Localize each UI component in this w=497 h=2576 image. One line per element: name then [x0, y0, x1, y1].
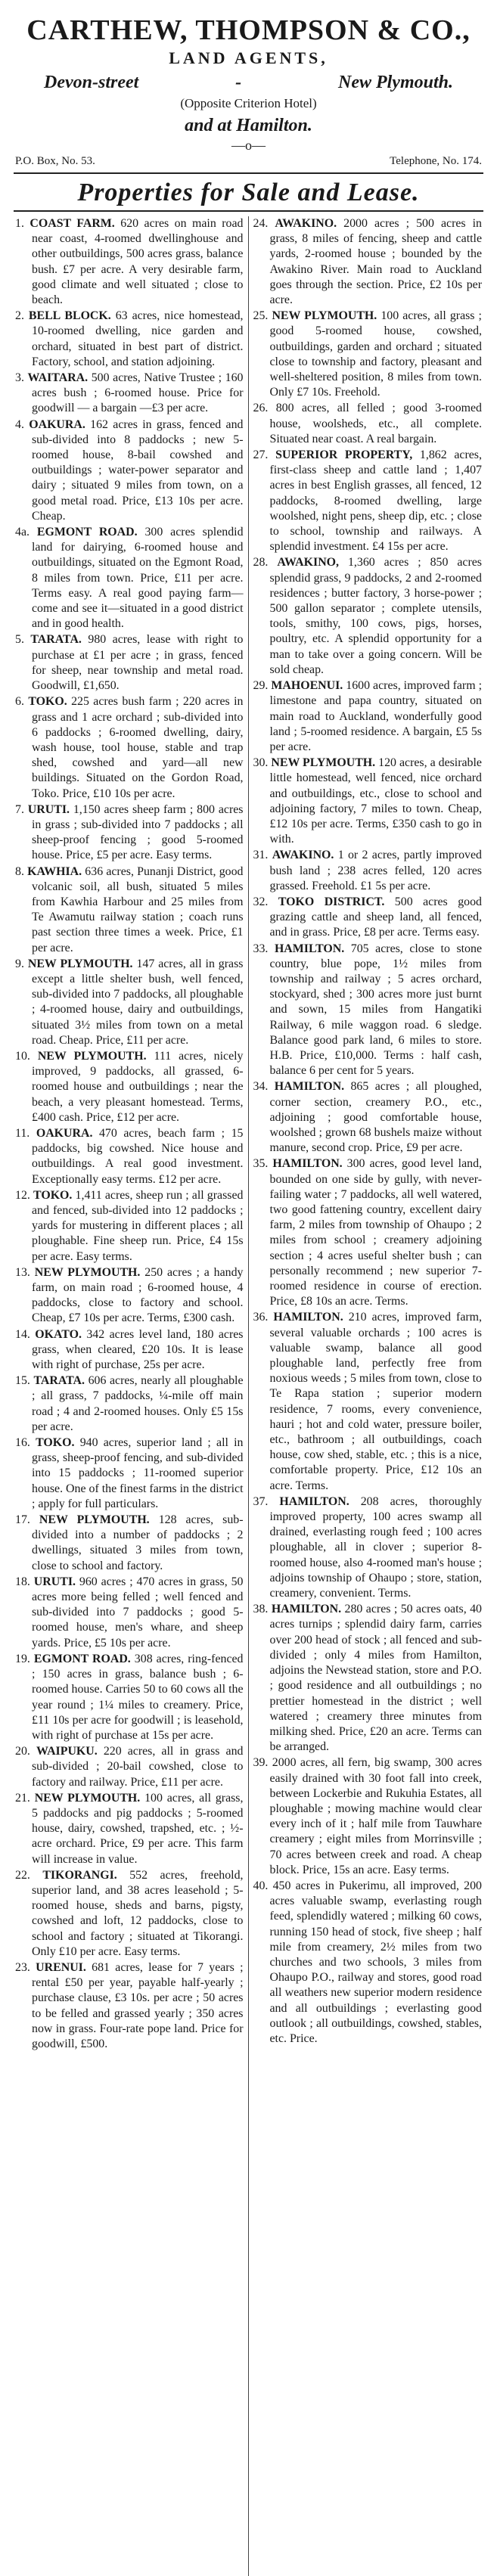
listing-item [253, 1755, 483, 1878]
listing-location: TOKO DISTRICT. [278, 895, 385, 908]
listing-number: 39. [253, 1756, 269, 1770]
listing-location: HAMILTON. [272, 1157, 343, 1171]
listing-description: 280 acres ; 50 acres oats, 40 acres turnips ; splendid dairy farm, carries over 200 head of stock ; all fenced and sub-divided ; only 4 miles from Hamilton, adjoins the Newstead station, store and P.O. ; good residence and all outbuildings ; no prettier homestead in the district ; well watered ; creamery three minutes from milking shed. Price, £20 an acre. Terms can be arranged. [269, 1603, 482, 1754]
listing-item [15, 694, 244, 801]
listing-description: 220 acres, all in grass and sub-divided ; 20-bail cowshed, close to factory and railway. Price, £11 per acre. [32, 1745, 244, 1789]
listing-item [253, 1494, 483, 1601]
listing-item [15, 632, 244, 694]
listing-location: NEW PLYMOUTH. [34, 1265, 141, 1279]
listing-number: 2. [15, 309, 24, 323]
listing-location: TOKO. [36, 1436, 75, 1450]
listing-number: 37. [253, 1494, 269, 1508]
street-name: Devon-street [44, 73, 139, 92]
listing-description: 111 acres, nicely improved, 9 paddocks, all grassed, 6-roomed house and outbuildings ; near the beach, a very pleasant homestead. Terms, £400 cash. Price, £12 per acre. [32, 1049, 244, 1124]
listing-description: 1,150 acres sheep farm ; 800 acres in grass ; sub-divided into 7 paddocks ; all sheep-proof fencing ; good 5-roomed house. Price, £5 per acre. Easy terms. [32, 802, 244, 862]
listing-number: 4a. [15, 526, 30, 539]
listing-description: 63 acres, nice homestead, 10-roomed dwelling, nice garden and orchard, situated in best part of district. Factory, school, and station adjoining. [32, 309, 244, 368]
listing-item [15, 1265, 244, 1327]
listing-item [253, 1310, 483, 1493]
listing-description: 1600 acres, improved farm ; limestone and papa country, situated on main road to Auckland, wonderfully good land ; 5-roomed residence. A bargain, £5 5s per acre. [269, 679, 482, 753]
listing-item [15, 1188, 244, 1265]
listing-description: 2000 acres, all fern, big swamp, 300 acres easily drained with 30 foot fall into creek, between Lockerbie and Rukuhia Estates, all ploughable ; mowing machine would clear every inch of it ; half mile from Tauwhare creamery ; eight miles from Morrinsville ; 70 acres between creek and road. A cheap block. Price, 15s an acre. Easy terms. [269, 1756, 482, 1876]
listing-number: 36. [253, 1311, 269, 1324]
listing-item [253, 401, 483, 447]
listing-location: BELL BLOCK. [28, 309, 111, 323]
listing-description: 120 acres, a desirable little homestead, well fenced, nice orchard and outbuildings, etc., close to school and adjoining factory, 7 miles to town. Cheap, £12 10s per acre. Terms, £350 cash to go in with. [269, 756, 482, 846]
listing-number: 17. [15, 1513, 30, 1527]
listing-location: NEW PLYMOUTH. [34, 1791, 141, 1805]
listing-location: TARATA. [30, 633, 82, 647]
listing-description: 147 acres, all in grass except a little shelter bush, well fenced, sub-divided into 7 paddocks, all ploughable ; 4-roomed house, dairy and outbuildings, situated 3½ miles from town on a metal road. Cheap. Price, £11 per acre. [32, 957, 244, 1047]
listing-description: 225 acres bush farm ; 220 acres in grass and 1 acre orchard ; sub-divided into 6 paddocks ; 6-roomed dwelling, dairy, wash house, tool house, stable and trap shed, cowshed and yard—all new buildings. Situated on the Gordon Road, Toko. Price, £10 10s per acre. [32, 695, 244, 800]
listing-location: SUPERIOR PROPERTY, [275, 448, 413, 462]
listing-item [15, 309, 244, 370]
listing-number: 19. [15, 1652, 30, 1665]
listing-location: URUTI. [27, 802, 70, 816]
listing-location: AWAKINO, [277, 556, 339, 570]
listing-location: AWAKINO. [272, 849, 334, 862]
listing-description: 308 acres, ring-fenced ; 150 acres in grass, balance bush ; 6-roomed house. Carries 50 to 60 cows all the year round ; 1¼ miles to creamery. Price, £11 10s per acre for goodwill ; is leasehold, with right of purchase at 15s per acre. [32, 1652, 244, 1742]
listing-item [253, 448, 483, 554]
listing-number: 3. [15, 371, 24, 385]
listing-description: 606 acres, nearly all ploughable ; all grass, 7 paddocks, ¼-mile off main road ; 4 and 2-roomed houses. Only £5 15s per acre. [32, 1374, 244, 1433]
listing-description: 2000 acres ; 500 acres in grass, 8 miles of fencing, sheep and cattle yards, 2-roomed house ; bounded by the Awakino River. Main road to Auckland goes through the section. Price, £2 10s per acre. [269, 217, 482, 307]
listing-item [15, 1868, 244, 1960]
listing-number: 5. [15, 633, 24, 647]
listing-number: 13. [15, 1265, 30, 1279]
listing-item [15, 1049, 244, 1125]
listing-number: 34. [253, 1080, 269, 1094]
listing-item [253, 895, 483, 941]
listing-number: 28. [253, 556, 269, 570]
listing-location: URENUI. [36, 1960, 86, 1974]
listing-item [15, 1960, 244, 2052]
listing-description: 980 acres, lease with right to purchase at £1 per acre ; in grass, fenced for sheep, near township and metal road. Goodwill, £1,650. [32, 633, 244, 693]
listing-description: 865 acres ; all ploughed, corner section, creamery P.O., etc., adjoining ; good comfortable house, woolshed ; grown 68 bushels maize without manure, second crop. Price, £9 per acre. [269, 1080, 482, 1155]
listing-description: 100 acres, all grass ; good 5-roomed house, cowshed, outbuildings, garden and orchard ; situated close to township and factory, pleasant and well-sheltered position, 8 miles from town. Only £7 10s. Freehold. [269, 309, 482, 399]
listing-number: 12. [15, 1188, 30, 1202]
listing-number: 18. [15, 1575, 30, 1588]
listing-item [15, 1435, 244, 1512]
listing-location: NEW PLYMOUTH. [37, 1049, 147, 1063]
page-title: Properties for Sale and Lease. [77, 178, 420, 206]
listing-description: 250 acres ; a handy farm, on main road ; 6-roomed house, 4 paddocks, close to factory and school. Cheap, £7 10s per acre. Terms, £300 cash. [32, 1265, 244, 1325]
listing-item [15, 216, 244, 308]
listing-location: HAMILTON. [271, 1603, 342, 1616]
listing-item [253, 942, 483, 1079]
listing-description: 1,862 acres, first-class sheep and cattle land ; 1,407 acres in best English grasses, all fenced, 12 paddocks, 8-roomed dwelling, large woolshed, night pens, sheep dip, etc. ; close to school, township and railways. A splendid investment. £4 15s per acre. [269, 448, 482, 554]
listing-item [253, 1602, 483, 1755]
listing-item [15, 525, 244, 632]
listing-location: HAMILTON. [274, 1080, 345, 1094]
listing-item [15, 371, 244, 417]
listings-right-column [249, 216, 484, 2576]
listing-location: NEW PLYMOUTH. [39, 1513, 150, 1527]
listing-description: 705 acres, close to stone country, blue pope, 1½ miles from township and railway ; 5 acres orchard, stockyard, shed ; 300 acres more just burnt and sown, 15 miles from Hangatiki Railway, 6 mile waggon road. 6 sledge. Balance good park land, 6 miles to store. H.B. Price, £10,000. Terms : half cash, balance 6 per cent for 5 years. [269, 942, 482, 1078]
listing-number: 38. [253, 1603, 269, 1616]
listing-location: MAHOENUI. [271, 679, 343, 693]
listing-number: 35. [253, 1157, 269, 1171]
listing-location: OKATO. [35, 1327, 82, 1341]
listing-number: 31. [253, 849, 269, 862]
listing-location: OAKURA. [29, 417, 85, 431]
listing-description: 1,411 acres, sheep run ; all grassed and fenced, sub-divided into 12 paddocks ; yards for mustering in different places ; all ploughable. Fine sheep run. Price, £4 15s per acre. Easy terms. [32, 1188, 244, 1263]
listing-item [253, 1156, 483, 1309]
ornament-divider: —o— [231, 138, 266, 153]
listing-number: 32. [253, 895, 269, 908]
listing-location: TIKORANGI. [42, 1868, 117, 1882]
firm-subtitle: LAND AGENTS, [169, 48, 328, 67]
listing-number: 33. [253, 942, 269, 955]
listing-item [253, 678, 483, 755]
listing-number: 29. [253, 679, 269, 693]
listing-number: 27. [253, 448, 269, 462]
listing-description: 100 acres, all grass, 5 paddocks and pig paddocks ; 5-roomed house, dairy, cowshed, trapshed, etc. ; ½-acre orchard. Price, £9 per acre. This farm will increase in value. [32, 1791, 244, 1866]
listing-number: 8. [15, 864, 24, 878]
listing-description: 210 acres, improved farm, several valuable orchards ; 100 acres is valuable swamp, balance all good ploughable land, perfectly free from noxious weeds ; 5 miles from town, close to Te Rapa station ; superior modern residence, 7 rooms, every convenience, hauri ; hot and cold water, pressure boiler, etc., bathroom ; all outbuildings, coach house, cow shed, stable, etc. ; this is a nice, comfortable property. Price, £12 10s an acre. Terms. [269, 1311, 483, 1492]
listing-number: 20. [15, 1745, 30, 1758]
listing-number: 21. [15, 1791, 30, 1805]
listing-location: URUTI. [33, 1575, 76, 1588]
listing-location: NEW PLYMOUTH. [271, 756, 376, 770]
listing-location: WAITARA. [27, 371, 89, 385]
listing-location: NEW PLYMOUTH. [272, 309, 377, 323]
listing-description: 620 acres on main road near coast, 4-roomed dwellinghouse and other outbuildings, 500 acres grass, balance bush. £7 per acre. A very desirable farm, good climate and well situated ; close to beach. [32, 217, 244, 307]
title-box [14, 172, 483, 212]
listing-description: 208 acres, thoroughly improved property, 100 acres swamp all drained, everlasting rough feed ; 100 acres ploughable, all in clover ; superior 8-roomed house, also 4-roomed man's house ; adjoins township of Ohaupo ; store, station, creamery, convenient. Terms. [269, 1494, 482, 1600]
listing-description: 128 acres, sub-divided into a number of paddocks ; 2 dwellings, situated 3 miles from town, close to school and factory. [32, 1513, 244, 1572]
address-dash: - [235, 73, 242, 92]
listing-location: HAMILTON. [273, 1311, 343, 1324]
listing-item [15, 1327, 244, 1373]
listing-number: 40. [253, 1879, 269, 1892]
listing-number: 30. [253, 756, 269, 770]
listing-item [253, 555, 483, 678]
listing-location: TARATA. [33, 1374, 85, 1388]
listing-location: EGMONT ROAD. [33, 1652, 131, 1665]
listing-item [15, 1373, 244, 1435]
listing-item [15, 1513, 244, 1574]
opposite-note: (Opposite Criterion Hotel) [180, 96, 317, 110]
firm-name: CARTHEW, THOMPSON & CO., [26, 14, 471, 46]
listing-item [253, 848, 483, 894]
listing-number: 22. [15, 1868, 30, 1882]
listing-number: 25. [253, 309, 269, 323]
listing-location: KAWHIA. [27, 864, 82, 878]
listing-item [15, 957, 244, 1048]
listing-description: 500 acres, Native Trustee ; 160 acres bush ; 6-roomed house. Price for goodwill — a bargain —£3 per acre. [32, 371, 244, 415]
listing-location: TOKO. [28, 695, 67, 709]
listing-description: 636 acres, Punanji District, good volcanic soil, all bush, situated 5 miles from Kawhia Harbour and 25 miles from Te Awamutu railway station ; coach runs past section three times a week. Price, £1 per acre. [32, 864, 244, 954]
listing-number: 14. [15, 1327, 30, 1341]
listing-number: 15. [15, 1374, 30, 1388]
listings-columns [14, 216, 483, 2576]
listing-item [15, 1744, 244, 1790]
listing-location: HAMILTON. [274, 942, 345, 955]
listing-description: 1 or 2 acres, partly improved bush land ; 238 acres felled, 120 acres grassed. Freehold. £1 5s per acre. [269, 849, 482, 892]
telephone: Telephone, No. 174. [390, 155, 482, 167]
listing-location: HAMILTON. [279, 1494, 349, 1508]
listing-location: NEW PLYMOUTH. [27, 957, 133, 970]
listing-number: 4. [15, 417, 24, 431]
listing-description: 681 acres, lease for 7 years ; rental £50 per year, payable half-yearly ; purchase clause, £3 10s. per acre ; 50 acres to be felled and grassed yearly ; 350 acres now in grass. Four-rate pope land. Price for goodwill, £500. [32, 1960, 244, 2050]
branch-line: and at Hamilton. [185, 116, 312, 135]
listing-description: 342 acres level land, 180 acres grass, when cleared, £20 10s. It is lease with right of purchase, 25s per acre. [32, 1327, 244, 1372]
po-box: P.O. Box, No. 53. [15, 155, 95, 167]
listing-location: OAKURA. [36, 1126, 93, 1140]
listing-number: 10. [15, 1049, 30, 1063]
listing-item [15, 1652, 244, 1743]
listing-item [15, 1791, 244, 1867]
listing-number: 1. [15, 217, 24, 230]
listing-location: EGMONT ROAD. [36, 526, 138, 539]
listings-left-column [14, 216, 249, 2576]
listing-number: 16. [15, 1436, 30, 1450]
listing-description: 470 acres, beach farm ; 15 paddocks, big cowshed. Nice house and outbuildings. A real good investment. Exceptionally easy terms. £12 per acre. [32, 1126, 244, 1186]
listing-item [15, 864, 244, 956]
listing-description: 800 acres, all felled ; good 3-roomed house, woolsheds, etc., all complete. Situated near coast. A real bargain. [269, 402, 482, 445]
address-line [44, 73, 453, 93]
listing-number: 11. [15, 1126, 30, 1140]
listing-description: 300 acres, good level land, bounded on one side by gully, with never-failing water ; 7 paddocks, all well watered, two good fattening country, excellent dairy farm, 2 miles from township of Ohaupo ; 2 miles from school ; creamery adjoining section ; 4 acres useful shelter bush ; can personally recommend ; new superior 7-roomed residence in course of erection. Price, £8 10s an acre. Terms. [269, 1157, 482, 1308]
listing-description: 552 acres, freehold, superior land, and 38 acres leasehold ; 5-roomed house, sheds and barns, pigsty, cowshed and loft, 12 paddocks, close to school and factory ; situated at Tikorangi. Only £10 per acre. Easy terms. [32, 1868, 244, 1958]
listing-item [15, 1126, 244, 1187]
contact-bar [14, 155, 483, 168]
listing-number: 9. [15, 957, 24, 970]
listing-number: 6. [15, 695, 24, 709]
listing-description: 960 acres ; 470 acres in grass, 50 acres more being felled ; well fenced and sub-divided into 7 paddocks ; good 5-roomed house, men's whare, and sheep yards. Price, £5 10s per acre. [32, 1575, 244, 1650]
listing-item [15, 802, 244, 864]
listing-number: 26. [253, 402, 269, 415]
listing-number: 23. [15, 1960, 30, 1974]
listing-item [253, 216, 483, 308]
listing-description: 940 acres, superior land ; all in grass, sheep-proof fencing, and sub-divided into 15 paddocks ; 11-roomed superior house. One of the finest farms in the district ; apply for full particulars. [32, 1436, 244, 1510]
listing-description: 1,360 acres ; 850 acres splendid grass, 9 paddocks, 2 and 2-roomed residences ; butter factory, 3 horse-power ; 500 gallon separator ; complete utensils, tools, smithy, 100 cows, pigs, horses, poultry, etc. A splendid opportunity for a man to take over a going concern. Will be sold cheap. [269, 556, 482, 676]
listing-item [15, 1575, 244, 1651]
listing-description: 300 acres splendid land for dairying, 6-roomed house and outbuildings, situated on the Egmont Road, 8 miles from town. Price, £11 per acre. Terms easy. A real good paying farm—come and see it—situated in a good district and in good health. [32, 526, 244, 631]
listing-location: WAIPUKU. [36, 1745, 98, 1758]
listing-description: 500 acres good grazing cattle and sheep land, all fenced, and in grass. Price, £8 per acre. Terms easy. [269, 895, 482, 939]
listing-location: TOKO. [33, 1188, 73, 1202]
listing-description: 450 acres in Pukerimu, all improved, 200 acres valuable swamp, everlasting rough feed, splendidly watered ; milking 60 cows, running 150 head of stock, five sheep ; half mile from creamery, 2½ miles from two churches and two schools, 3 miles from Ohaupo P.O., railway and stores, good road all weathers new superior modern residence and all outbuildings ; everlasting good outlook ; all outbuildings, cowshed, stables, etc. Price. [269, 1879, 482, 2045]
listing-item [253, 756, 483, 847]
listing-number: 24. [253, 217, 269, 230]
listing-item [15, 417, 244, 524]
listing-item [253, 1879, 483, 2047]
listing-item [253, 309, 483, 400]
listing-description: 162 acres in grass, fenced and sub-divided into 8 paddocks ; new 5-roomed house, 8-bail cowshed and outbuildings ; water-power separator and dairy ; situated 9 miles from town, on a good metal road. Price, £13 10s per acre. Cheap. [32, 417, 244, 523]
listing-location: COAST FARM. [30, 217, 115, 230]
listing-number: 7. [15, 802, 24, 816]
listing-location: AWAKINO. [275, 217, 337, 230]
listing-item [253, 1079, 483, 1156]
town-name: New Plymouth. [337, 73, 453, 92]
